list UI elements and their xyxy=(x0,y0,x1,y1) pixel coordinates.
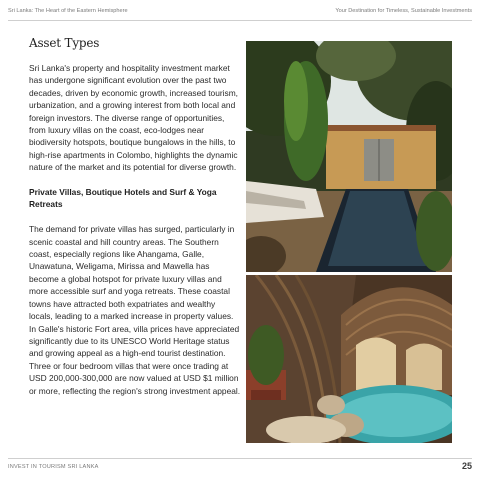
footer-publication-title: INVEST IN TOURISM SRI LANKA xyxy=(8,464,99,470)
section-subheading: Private Villas, Boutique Hotels and Surf & Yoga Retreats xyxy=(29,187,217,210)
villa-courtyard-photo xyxy=(246,41,452,272)
footer-divider xyxy=(8,458,472,459)
body-text-column xyxy=(29,62,241,397)
header-divider xyxy=(8,20,472,21)
resort-dome-pool-photo xyxy=(246,275,452,443)
header-left-text: Sri Lanka: The Heart of the Eastern Hemisphere xyxy=(8,8,128,14)
intro-paragraph: Sri Lanka's property and hospitality investment market has undergone significant evolution over the past two decades, driven by economic growth, increased tourism, urbanization, and a growing interest from both local and foreign investors. The diverse range of opportunities, from luxury villas on the coast, eco-lodges near biodiversity hotspots, boutique bungalows in the hills, to high-rise apartments in Colombo, highlights the dynamic nature of the market and its potential for diverse growth. xyxy=(29,63,239,173)
page-title: Asset Types xyxy=(29,36,100,50)
page-number: 25 xyxy=(461,461,472,471)
header-right-text: Your Destination for Timeless, Sustainable Investments xyxy=(335,8,472,14)
villas-paragraph: The demand for private villas has surged, particularly in scenic coastal and hill country areas. The Southern coast, especially regions like Ahangama, Galle, Unawatuna, Weligama, Mirissa and Mawella has become a global hotspot for private luxury villas and more accessible surf and yoga retreats. These coastal towns have attracted both expatriates and wealthy locals, leading to a marked increase in property values. In Galle's historic Fort area, villa prices have appreciated significantly due to its UNESCO World Heritage status and growing appeal as a high-end tourist destination. Three or four bedroom villas that were once trading at USD 200,000-300,000 are now valued at USD $1 million or more, reflecting the region's strong investment appeal. xyxy=(29,224,241,396)
